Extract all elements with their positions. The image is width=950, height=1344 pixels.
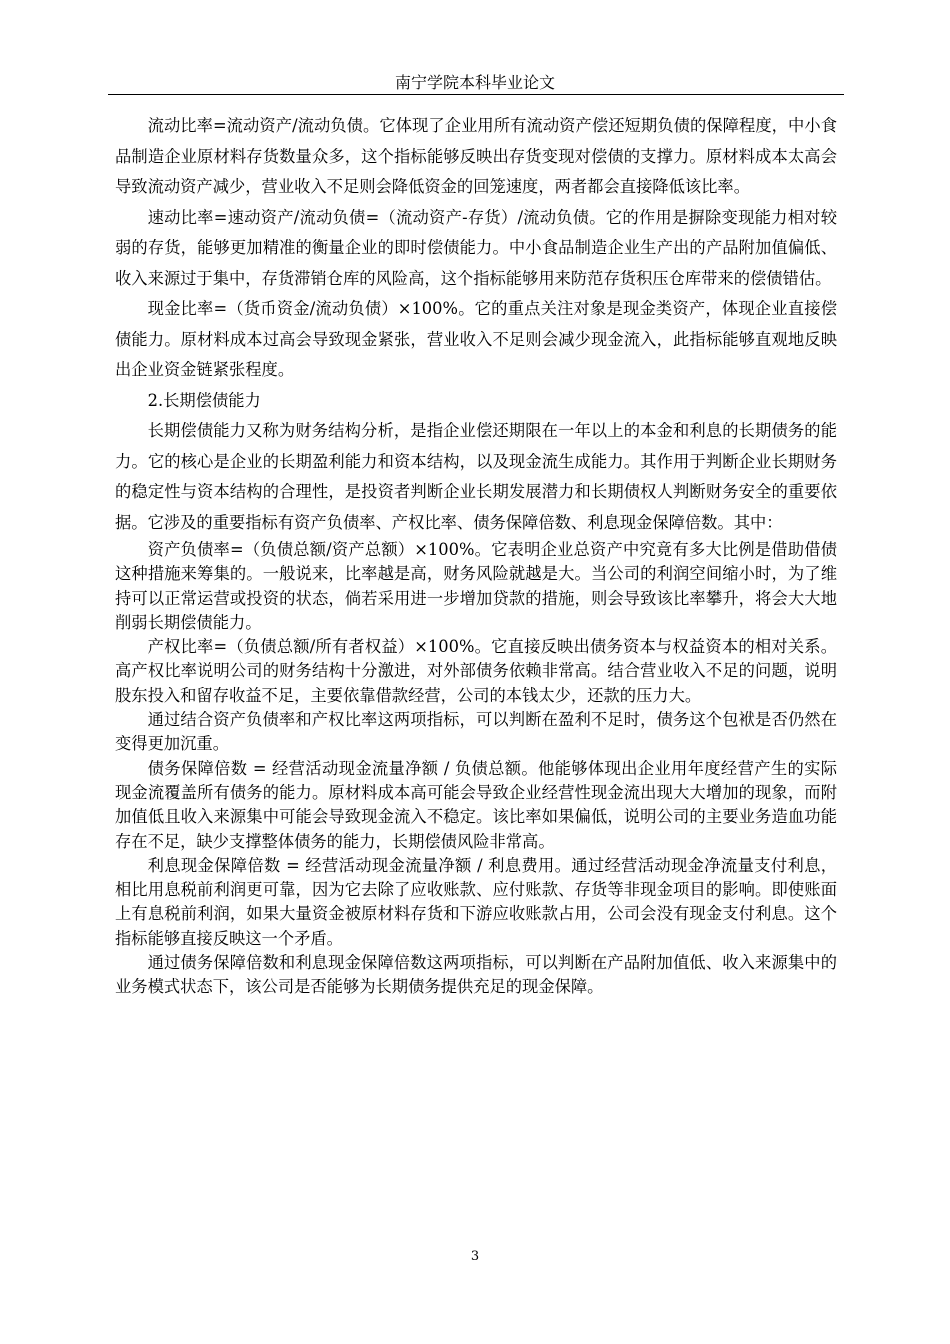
paragraph-current-ratio: 流动比率=流动资产/流动负债。它体现了企业用所有流动资产偿还短期负债的保障程度，中小食品制造企业原材料存货数量众多，这个指标能够反映出存货变现对偿债的支撑力。原材料成本太高会导致流动资产减少，营业收入不足则会降低资金的回笼速度，两者都会直接降低该比率。 — [115, 116, 837, 196]
paragraph-cash-ratio: 现金比率=（货币资金/流动负债）×100%。它的重点关注对象是现金类资产，体现企业直接偿债能力。原材料成本过高会导致现金紧张，营业收入不足则会减少现金流入，此指标能够直观地反映出企业资金链紧张程度。 — [115, 299, 837, 379]
paragraph-debt-asset-ratio: 资产负债率=（负债总额/资产总额）×100%。它表明企业总资产中究竟有多大比例是借助借债这种措施来筹集的。一般说来，比率越是高，财务风险就越是大。当公司的利润空间缩小时，为了维持可以正常运营或投资的状态，倘若采用进一步增加贷款的措施，则会导致该比率攀升，将会大大地削弱长期偿债能力。 — [115, 540, 837, 632]
paragraph-debt-coverage-ratio: 债务保障倍数 = 经营活动现金流量净额 / 负债总额。他能够体现出企业用年度经营产生的实际现金流覆盖所有债务的能力。原材料成本高可能会导致企业经营性现金流出现大大增加的现象，而附加值低且收入来源集中可能会导致现金流入不稳定。该比率如果偏低，说明公司的主要业务造血功能存在不足，缺少支撑整体债务的能力，长期偿债风险非常高。 — [115, 758, 837, 851]
section-heading-long-term-solvency: 2.长期偿债能力 — [147, 390, 261, 410]
document-body — [115, 111, 837, 1000]
paragraph-interest-cash-coverage: 利息现金保障倍数 = 经营活动现金流量净额 / 利息费用。通过经营活动现金净流量支付利息，相比用息税前利润更可靠，因为它去除了应收账款、应付账款、存货等非现金项目的影响。即使账面上有息税前利润，如果大量资金被原材料存货和下游应收账款占用，公司会没有现金支付利息。这个指标能够直接反映这一个矛盾。 — [115, 855, 837, 948]
paragraph-quick-ratio: 速动比率=速动资产/流动负债=（流动资产-存货）/流动负债。它的作用是摒除变现能力相对较弱的存货，能够更加精准的衡量企业的即时偿债能力。中小食品制造企业生产出的产品附加值偏低、收入来源过于集中，存货滞销仓库的风险高，这个指标能够用来防范存货积压仓库带来的偿债错估。 — [115, 207, 837, 288]
header-rule — [108, 94, 844, 95]
paragraph-long-term-solvency: 长期偿债能力又称为财务结构分析，是指企业偿还期限在一年以上的本金和利息的长期债务的能力。它的核心是企业的长期盈利能力和资本结构，以及现金流生成能力。其作用于判断企业长期财务的稳定性与资本结构的合理性，是投资者判断企业长期发展潜力和长期债权人判断财务安全的重要依据。它涉及的重要指标有资产负债率、产权比率、债务保障倍数、利息现金保障倍数。其中： — [115, 421, 837, 532]
paragraph-conclusion: 通过债务保障倍数和利息现金保障倍数这两项指标，可以判断在产品附加值低、收入来源集中的业务模式状态下，该公司是否能够为长期债务提供充足的现金保障。 — [115, 953, 837, 997]
paragraph-combined-analysis: 通过结合资产负债率和产权比率这两项指标，可以判断在盈利不足时，债务这个包袱是否仍然在变得更加沉重。 — [115, 710, 837, 754]
page-number: 3 — [470, 1249, 480, 1264]
paragraph-equity-ratio: 产权比率=（负债总额/所有者权益）×100%。它直接反映出债务资本与权益资本的相对关系。高产权比率说明公司的财务结构十分激进，对外部债务依赖非常高。结合营业收入不足的问题，说明股东投入和留存收益不足，主要依靠借款经营，公司的本钱太少，还款的压力大。 — [115, 637, 837, 705]
page-header: 南宁学院本科毕业论文 — [394, 73, 555, 92]
